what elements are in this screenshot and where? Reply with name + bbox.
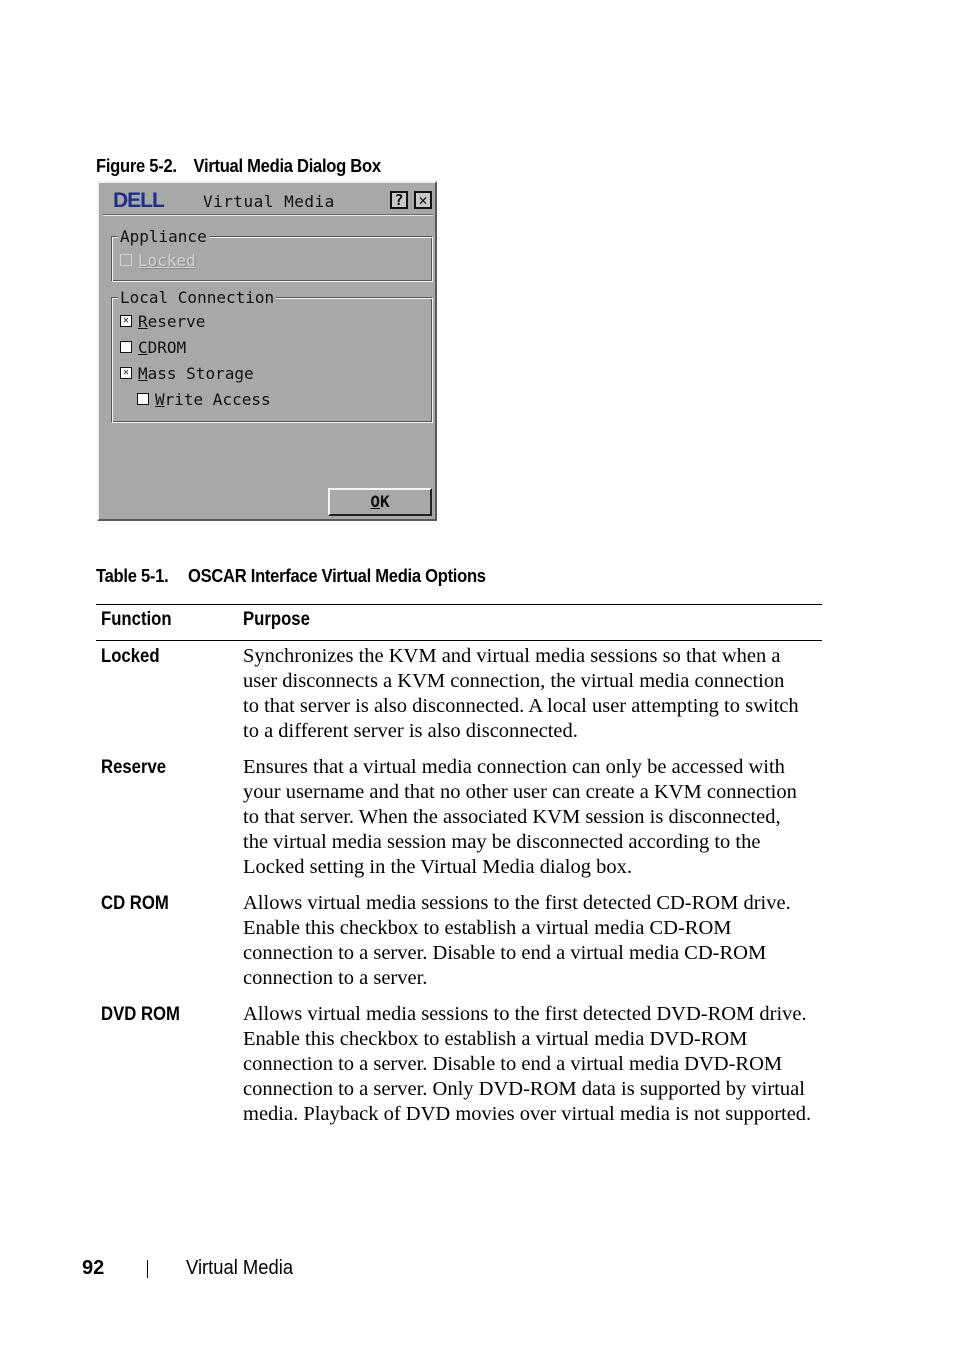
close-button[interactable] xyxy=(414,191,432,209)
table-row-function: DVD ROM xyxy=(101,1004,180,1025)
purpose-line: to a different server is also disconnected. xyxy=(243,720,578,742)
purpose-line: Enable this checkbox to establish a virtual media DVD-ROM xyxy=(243,1028,748,1050)
mass-storage-checkbox[interactable] xyxy=(120,367,132,379)
cdrom-checkbox-row[interactable] xyxy=(120,338,186,358)
locked-checkbox[interactable] xyxy=(120,254,132,266)
help-button[interactable]: ? xyxy=(390,191,408,209)
figure-number: Figure 5-2. xyxy=(96,156,177,176)
page-number: 92 xyxy=(82,1257,105,1279)
table-row-function: Reserve xyxy=(101,757,167,778)
reserve-label: Reserve xyxy=(138,312,206,331)
header-purpose: Purpose xyxy=(243,609,310,630)
ok-label: OK xyxy=(370,492,390,511)
table-row-purpose xyxy=(243,755,819,880)
figure-title: Virtual Media Dialog Box xyxy=(193,156,381,176)
virtual-media-dialog xyxy=(97,181,437,521)
purpose-line: user disconnects a KVM connection, the virtual media connection xyxy=(243,670,785,692)
table-row-function: CD ROM xyxy=(101,893,169,914)
table-caption xyxy=(96,566,486,587)
titlebar-divider xyxy=(103,214,433,216)
figure-caption xyxy=(96,156,381,177)
reserve-checkbox[interactable] xyxy=(120,315,132,327)
local-connection-group xyxy=(111,288,433,423)
appliance-legend: Appliance xyxy=(120,227,207,246)
dell-logo: DELL xyxy=(113,189,164,212)
purpose-line: connection to a server. Disable to end a virtual media CD-ROM xyxy=(243,942,767,964)
table-row-function: Locked xyxy=(101,646,160,667)
header-function: Function xyxy=(101,609,172,630)
write-access-checkbox[interactable] xyxy=(137,393,149,405)
reserve-checkbox-row[interactable] xyxy=(120,312,205,332)
purpose-line: Synchronizes the KVM and virtual media sessions so that when a xyxy=(243,645,781,667)
purpose-line: your username and that no other user can create a KVM connection xyxy=(243,781,797,803)
footer-divider xyxy=(147,1260,148,1278)
write-access-checkbox-row[interactable] xyxy=(137,390,271,410)
purpose-line: Ensures that a virtual media connection can only be accessed with xyxy=(243,756,785,778)
cdrom-label: CDROM xyxy=(138,338,187,357)
purpose-line: to that server. When the associated KVM session is disconnected, xyxy=(243,806,781,828)
purpose-line: Enable this checkbox to establish a virtual media CD-ROM xyxy=(243,917,732,939)
purpose-line: the virtual media session may be disconnected according to the xyxy=(243,831,761,853)
purpose-line: connection to a server. xyxy=(243,967,428,989)
purpose-line: connection to a server. Only DVD-ROM data is supported by virtual xyxy=(243,1078,805,1100)
mass-storage-checkbox-row[interactable] xyxy=(120,364,254,384)
purpose-line: Allows virtual media sessions to the first detected CD-ROM drive. xyxy=(243,892,791,914)
write-access-label: Write Access xyxy=(155,390,271,409)
dialog-title: Virtual Media xyxy=(203,192,335,211)
appliance-group xyxy=(111,227,433,282)
local-connection-legend: Local Connection xyxy=(120,288,275,307)
table-row-purpose xyxy=(243,644,819,744)
mass-storage-label: Mass Storage xyxy=(138,364,254,383)
purpose-line: Allows virtual media sessions to the first detected DVD-ROM drive. xyxy=(243,1003,807,1025)
ok-button[interactable] xyxy=(328,488,432,516)
table-title: OSCAR Interface Virtual Media Options xyxy=(188,566,486,586)
locked-checkbox-row[interactable] xyxy=(120,251,196,271)
table-header-rule xyxy=(96,640,822,641)
purpose-line: connection to a server. Disable to end a virtual media DVD-ROM xyxy=(243,1053,783,1075)
table-row-purpose xyxy=(243,891,819,991)
cdrom-checkbox[interactable] xyxy=(120,341,132,353)
close-icon: ✕ xyxy=(418,191,428,209)
locked-label: Locked xyxy=(138,251,196,270)
footer-section-title: Virtual Media xyxy=(186,1257,294,1279)
purpose-line: media. Playback of DVD movies over virtual media is not supported. xyxy=(243,1103,812,1125)
purpose-line: to that server is also disconnected. A local user attempting to switch xyxy=(243,695,799,717)
table-row-purpose xyxy=(243,1002,819,1127)
table-number: Table 5-1. xyxy=(96,566,169,586)
table-top-rule xyxy=(96,604,822,605)
dialog-titlebar xyxy=(103,187,433,213)
purpose-line: Locked setting in the Virtual Media dialog box. xyxy=(243,856,632,878)
